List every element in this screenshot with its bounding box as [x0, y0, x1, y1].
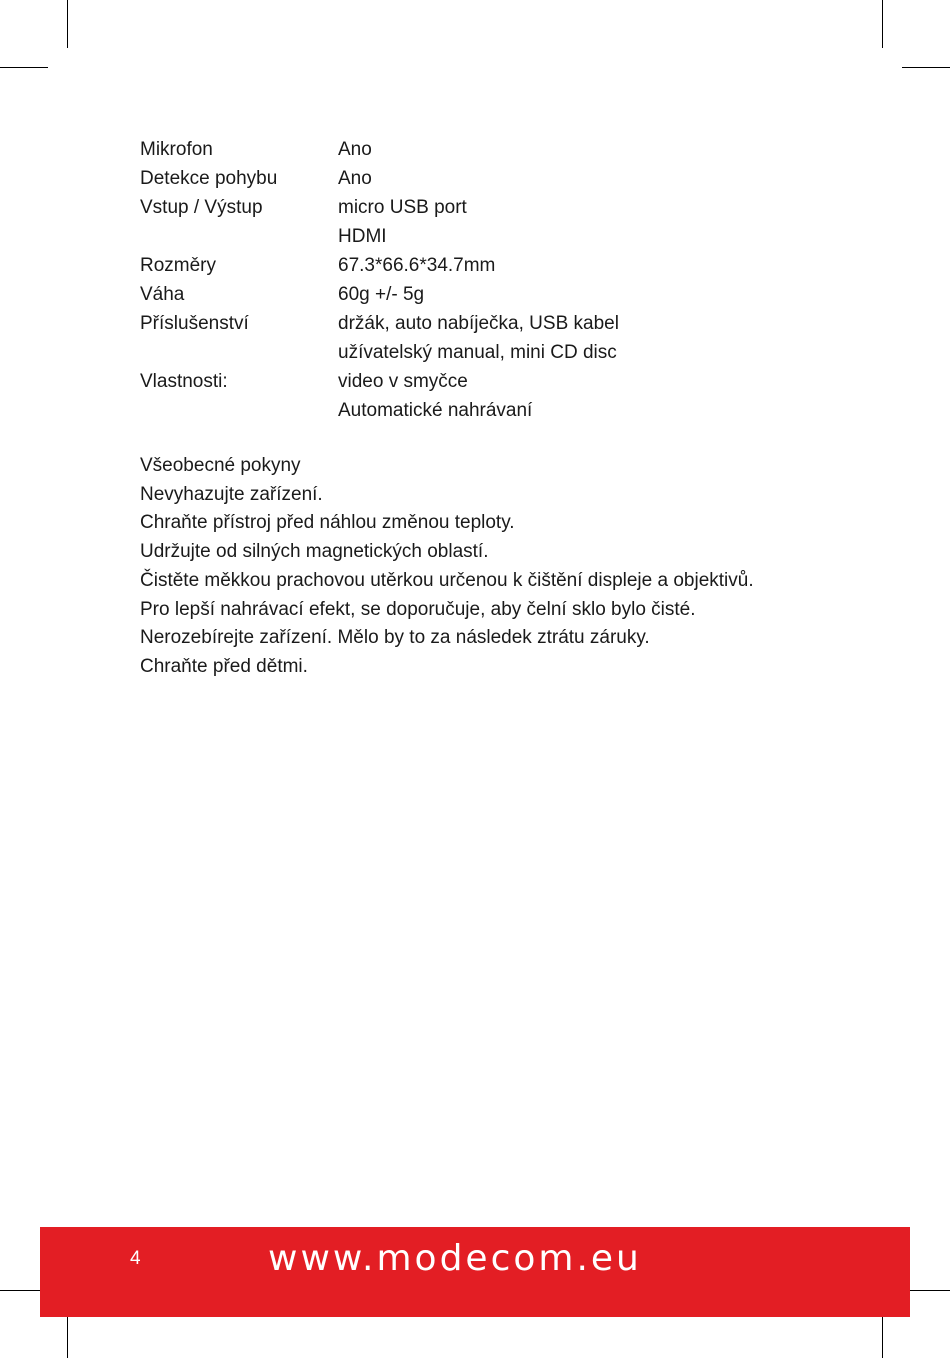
spec-label: Vstup / Výstup [140, 197, 263, 218]
instruction-line: Chraňte přístroj před náhlou změnou teploty. [140, 512, 515, 534]
spec-value: Automatické nahrávaní [338, 400, 533, 421]
crop-mark [0, 67, 48, 68]
spec-value: 60g +/- 5g [338, 284, 425, 305]
spec-value: micro USB port [338, 197, 467, 218]
page-number: 4 [130, 1248, 141, 1269]
spec-value: 67.3*66.6*34.7mm [338, 255, 496, 276]
spec-value: video v smyčce [338, 371, 468, 392]
spec-label: Rozměry [140, 255, 217, 276]
general-instructions [140, 452, 900, 682]
instruction-line: Čistěte měkkou prachovou utěrkou určenou k čištění displeje a objektivů. [140, 569, 754, 591]
spec-value: Ano [338, 139, 372, 160]
instruction-line: Chraňte před dětmi. [140, 655, 308, 677]
spec-row-features [140, 367, 860, 425]
spec-value: držák, auto nabíječka, USB kabel [338, 313, 619, 334]
crop-mark [902, 67, 950, 68]
instruction-line: Nevyhazujte zařízení. [140, 483, 323, 505]
instruction-line: Udržujte od silných magnetických oblastí. [140, 541, 489, 563]
spec-row-input-output [140, 193, 860, 251]
crop-mark [67, 0, 68, 48]
spec-row-weight [140, 280, 860, 309]
crop-mark [882, 1310, 883, 1358]
spec-label: Váha [140, 284, 185, 305]
spec-row-motion-detection [140, 164, 860, 193]
instruction-line: Nerozebírejte zařízení. Mělo by to za následek ztrátu záruky. [140, 627, 650, 649]
specifications-table [140, 135, 860, 425]
spec-row-microphone [140, 135, 860, 164]
crop-mark [882, 0, 883, 48]
instruction-line: Pro lepší nahrávací efekt, se doporučuje, aby čelní sklo bylo čisté. [140, 598, 696, 620]
spec-row-dimensions [140, 251, 860, 280]
instructions-heading: Všeobecné pokyny [140, 455, 301, 476]
spec-label: Mikrofon [140, 139, 213, 160]
spec-row-accessories [140, 309, 860, 367]
crop-mark [67, 1310, 68, 1358]
spec-value: Ano [338, 168, 372, 189]
spec-value: HDMI [338, 226, 387, 247]
spec-label: Detekce pohybu [140, 168, 278, 189]
footer-bar [40, 1227, 910, 1317]
spec-label: Vlastnosti: [140, 371, 228, 392]
spec-value: užívatelský manual, mini CD disc [338, 342, 617, 363]
spec-label: Příslušenství [140, 313, 249, 334]
website-url: www.modecom.eu [268, 1238, 642, 1279]
